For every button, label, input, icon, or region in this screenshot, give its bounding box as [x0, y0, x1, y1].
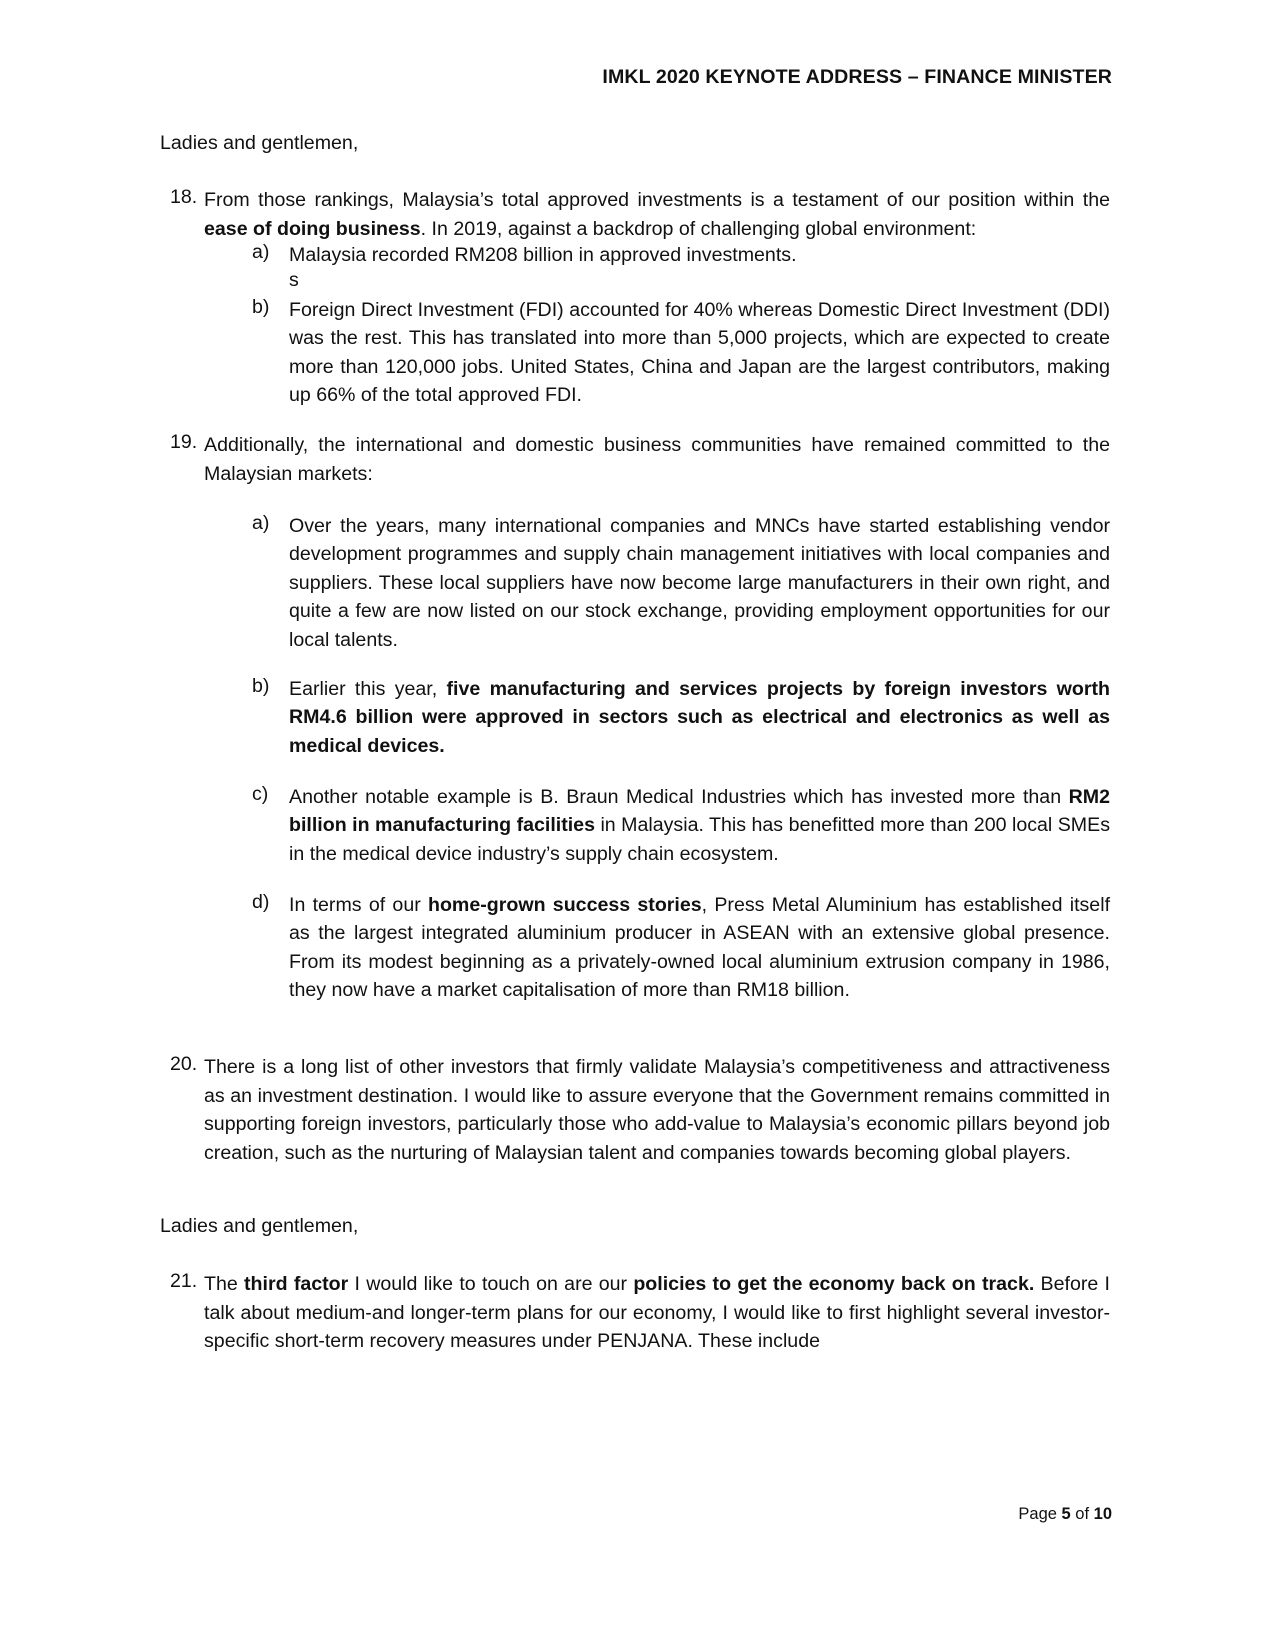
list-label: a) [252, 512, 270, 534]
document-header: IMKL 2020 KEYNOTE ADDRESS – FINANCE MINISTER [602, 66, 1112, 88]
paragraph-number: 21. [170, 1270, 198, 1292]
paragraph-text: There is a long list of other investors that firmly validate Malaysia’s competitiveness and attractiveness as an investment destination. I would like to assure everyone that the Government remains committed in supporting foreign investors, particularly those who add-value to Malaysia’s economic pillars beyond job creation, such as the nurturing of Malaysian talent and companies towards becoming global players. [204, 1056, 1110, 1164]
paragraph-18 [170, 186, 1110, 243]
page-number: 5 [1061, 1505, 1071, 1523]
paragraph-number: 19. [170, 431, 198, 453]
list-text: Foreign Direct Investment (FDI) accounted for 40% whereas Domestic Direct Investment (DDI) was the rest. This has translated into more than 5,000 projects, which are expected to create more than 120,000 jobs. United States, China and Japan are the largest contributors, making up 66% of the total approved FDI. [289, 299, 1110, 407]
list-text: Another notable example is B. Braun Medical Industries which has invested more than RM2 billion in manufacturing facilities in Malaysia. This has benefitted more than 200 local SMEs in the medical device industry’s supply chain ecosystem. [289, 786, 1110, 865]
paragraph-text: The third factor I would like to touch on are our policies to get the economy back on track. Before I talk about medium-and longer-term plans for our economy, I would like to first highlight several investor-specific short-term recovery measures under PENJANA. These include [204, 1273, 1110, 1353]
page-total: 10 [1093, 1505, 1112, 1523]
emphasis: home-grown success stories [428, 894, 702, 916]
list-label: b) [252, 296, 270, 318]
list-text: In terms of our home-grown success stories, Press Metal Aluminium has established itself as the largest integrated aluminium producer in ASEAN with an extensive global presence. From its modest beginning as a privately-owned local aluminium extrusion company in 1986, they now have a market capitalisation of more than RM18 billion. [289, 894, 1111, 1002]
paragraph-20 [170, 1053, 1110, 1167]
list-item-19c [252, 783, 1110, 868]
emphasis: ease of doing business [204, 217, 421, 240]
paragraph-21 [170, 1270, 1110, 1356]
list-item-18b [252, 296, 1110, 410]
paragraph-19 [170, 431, 1110, 488]
list-label: d) [252, 891, 270, 913]
list-text: Malaysia recorded RM208 billion in approved investments. [289, 244, 797, 266]
list-text: Earlier this year, five manufacturing and services projects by foreign investors worth RM4.6 billion were approved in sectors such as electrical and electronics as well as medical devices. [289, 678, 1111, 757]
paragraph-number: 18. [170, 186, 198, 208]
emphasis: third factor [244, 1273, 349, 1295]
page-footer: Page 5 of 10 [1018, 1505, 1112, 1523]
list-item-19d [252, 891, 1110, 1005]
list-item-18a [252, 241, 1110, 269]
emphasis: RM2 billion in manufacturing facilities [289, 786, 1110, 837]
list-label: a) [252, 241, 270, 263]
paragraph-text: Additionally, the international and domestic business communities have remained committed to the Malaysian markets: [204, 434, 1110, 485]
emphasis: five manufacturing and services projects by foreign investors worth RM4.6 billion were approved in sectors such as electrical and electronics as well as medical devices. [289, 678, 1111, 757]
emphasis: policies to get the economy back on track. [633, 1273, 1035, 1295]
greeting-2: Ladies and gentlemen, [160, 1215, 359, 1237]
list-label: c) [252, 783, 269, 805]
list-item-19b [252, 675, 1110, 760]
paragraph-number: 20. [170, 1053, 198, 1075]
list-item-19a [252, 512, 1110, 654]
stray-character: s [289, 269, 299, 291]
greeting: Ladies and gentlemen, [160, 132, 359, 154]
paragraph-text: From those rankings, Malaysia’s total approved investments is a testament of our position within the ease of doing business. In 2019, against a backdrop of challenging global environment: [204, 189, 1110, 240]
list-label: b) [252, 675, 270, 697]
list-text: Over the years, many international companies and MNCs have started establishing vendor development programmes and supply chain management initiatives with local companies and suppliers. These local suppliers have now become large manufacturers in their own right, and quite a few are now listed on our stock exchange, providing employment opportunities for our local talents. [289, 515, 1110, 651]
